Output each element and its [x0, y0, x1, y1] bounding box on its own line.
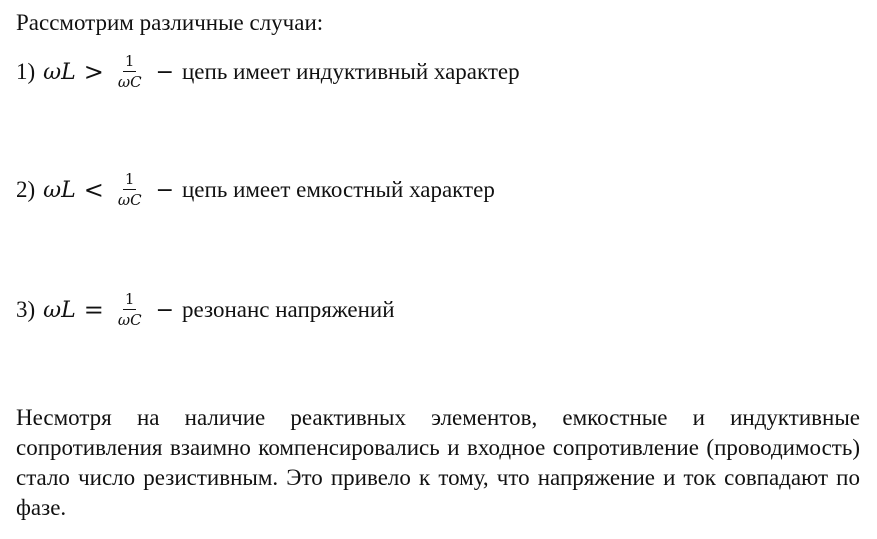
fraction-denominator: ωC [117, 311, 142, 329]
fraction-numerator: 1 [124, 290, 135, 308]
fraction-numerator: 1 [124, 170, 135, 188]
case-number: 3) [16, 297, 36, 322]
fraction [116, 291, 144, 329]
comparison-operator: = [83, 296, 104, 324]
case-number: 1) [16, 59, 36, 84]
case-description: цепь имеет индуктивный характер [182, 59, 520, 84]
intro-text: Рассмотрим различные случаи: [16, 10, 324, 35]
fraction-numerator: 1 [124, 52, 135, 70]
dash: − [155, 177, 174, 203]
comparison-operator: < [83, 176, 104, 204]
case-2 [16, 160, 495, 220]
conclusion-paragraph: Несмотря на наличие реактивных элементов, емкостные и индуктивные сопротивления взаимно компенсировались и входное сопротивление (проводимость) стало число резистивным. Это привело к тому, что напряжение и ток совпадают по фазе. [16, 405, 860, 520]
lhs-expression: ωL [43, 177, 76, 203]
fraction [116, 171, 144, 209]
case-3 [16, 280, 395, 340]
case-number: 2) [16, 177, 36, 202]
case-1 [16, 42, 520, 102]
fraction [116, 53, 144, 91]
case-description: резонанс напряжений [182, 297, 395, 322]
lhs-expression: ωL [43, 297, 76, 323]
dash: − [155, 59, 174, 85]
lhs-expression: ωL [43, 59, 76, 85]
fraction-denominator: ωC [117, 73, 142, 91]
comparison-operator: > [83, 58, 104, 86]
dash: − [155, 297, 174, 323]
case-description: цепь имеет емкостный характер [182, 177, 495, 202]
fraction-denominator: ωC [117, 191, 142, 209]
